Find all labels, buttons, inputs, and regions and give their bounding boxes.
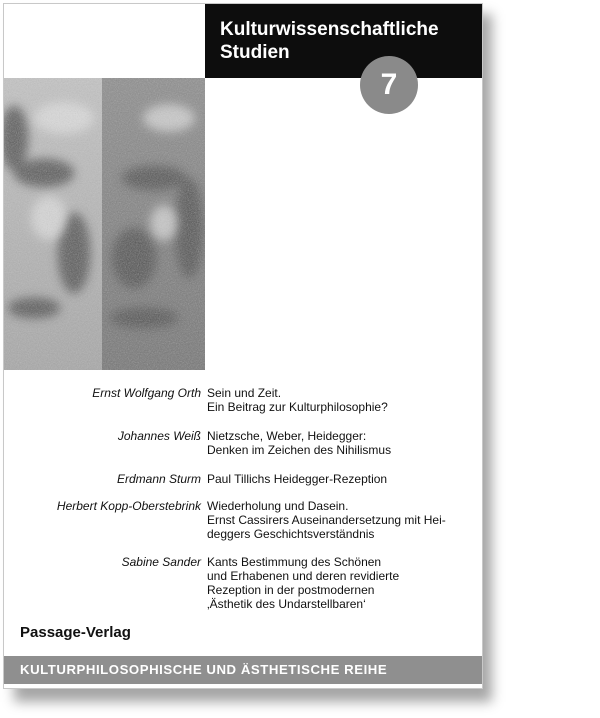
portrait-image [4,78,205,370]
toc-title: Wiederholung und Dasein. Ernst Cassirers Auseinandersetzung mit Hei- deggers Geschichtsverständnis [207,499,446,541]
publisher-name: Passage-Verlag [20,624,131,641]
toc-title: Kants Bestimmung des Schönen und Erhabenen und deren revidierte Rezeption in der postmodernen ‚Ästhetik des Undarstellbaren‘ [207,555,400,611]
volume-badge: 7 [360,56,418,114]
toc-title: Nietzsche, Weber, Heidegger: Denken im Zeichen des Nihilismus [207,429,392,457]
toc-title: Sein und Zeit. Ein Beitrag zur Kulturphilosophie? [207,386,388,414]
series-title: Kulturwissenschaftliche Studien [220,19,439,63]
toc-author: Sabine Sander [121,555,201,569]
book-cover [3,3,483,689]
series-banner [4,656,483,684]
toc-title: Paul Tillichs Heidegger-Rezeption [207,472,388,486]
toc-author: Johannes Weiß [117,429,201,443]
series-banner-text: KULTURPHILOSOPHISCHE UND ÄSTHETISCHE REIHE [20,662,388,677]
toc-author: Ernst Wolfgang Orth [92,386,201,400]
toc-author: Erdmann Sturm [116,472,201,486]
toc-author: Herbert Kopp-Oberstebrink [56,499,201,513]
series-title-box [205,4,483,78]
